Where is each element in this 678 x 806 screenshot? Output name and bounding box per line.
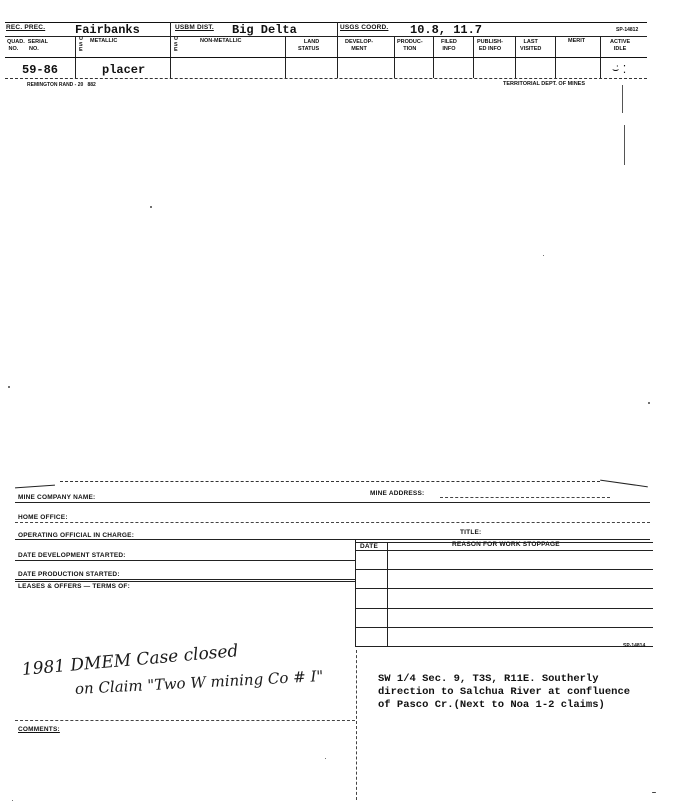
col-use-nonmetallic: [174, 37, 178, 54]
col-last1: LAST: [523, 39, 538, 45]
date-production-label: DATE PRODUCTION STARTED:: [18, 571, 120, 578]
location-line3: of Pasco Cr.(Next to Noa 1-2 claims): [378, 699, 605, 711]
stoppage-table-left: [355, 539, 356, 647]
col-metallic: METALLIC: [90, 38, 118, 44]
speck: [8, 386, 10, 388]
speck: [12, 800, 13, 801]
col-no2-label: NO.: [29, 46, 39, 52]
col-filed2: INFO: [442, 46, 456, 52]
leases-label: LEASES & OFFERS — TERMS OF:: [18, 583, 130, 590]
col-land2: STATUS: [298, 46, 320, 52]
mine-company-label: MINE COMPANY NAME:: [18, 494, 96, 501]
col-prod2: TION: [403, 46, 417, 52]
col-quad: [7, 39, 48, 53]
active-mark: ⌣̇ ⁚: [612, 63, 627, 76]
usbm-dist-value: Big Delta: [232, 23, 297, 37]
usgs-coord-label: USGS COORD.: [340, 24, 389, 31]
column-header-rule: [5, 57, 647, 58]
col-filed1: FILED: [441, 39, 457, 45]
date-development-label: DATE DEVELOPMENT STARTED:: [18, 552, 126, 559]
col-pub2: ED INFO: [478, 46, 502, 52]
col-dev2: MENT: [351, 46, 367, 52]
printer-name: REMINGTON RAND - 20: [27, 82, 84, 88]
col-merit: MERIT: [568, 38, 586, 44]
col-dev1: DEVELOP-: [345, 39, 374, 45]
date-production-line: [15, 579, 355, 580]
comments-top-line: [15, 720, 355, 721]
stoppage-date-col: DATE: [360, 543, 379, 550]
rec-prec-value: Fairbanks: [75, 23, 140, 37]
col-serial-label: SERIAL: [27, 39, 48, 45]
col-quad-label: QUAD.: [7, 39, 25, 45]
col-pub1: PUBLISH-: [477, 39, 503, 45]
speck: [652, 792, 656, 793]
stoppage-reason-col: REASON FOR WORK STOPPAGE: [452, 541, 560, 548]
col-last2: VISITED: [520, 46, 542, 52]
col-non-metallic: NON-METALLIC: [200, 38, 242, 44]
col-active2: IDLE: [613, 46, 627, 52]
col-last-visited: [520, 39, 541, 53]
speck: [150, 206, 152, 208]
location-line1: SW 1/4 Sec. 9, T3S, R11E. Southerly: [378, 673, 599, 685]
pen-stroke: [622, 85, 623, 113]
col-active-idle: [610, 39, 630, 53]
col-active1: ACTIVE: [610, 39, 631, 45]
record-metallic: placer: [102, 63, 146, 77]
col-s2: S: [174, 41, 178, 48]
col-e2: E: [174, 47, 178, 53]
form-number-bottom: SP-14814: [623, 643, 646, 649]
stoppage-row-rule: [355, 646, 653, 647]
record-number: 59-86: [22, 63, 59, 77]
operating-line: [15, 539, 650, 540]
handwritten-note-line2: on Claim "Two W mining Co # I": [74, 667, 324, 698]
stoppage-row-rule: [355, 588, 653, 589]
lower-top-rule-right: [600, 480, 648, 488]
col-filed-info: [441, 39, 457, 53]
col-s1: S: [79, 41, 83, 48]
col-divider: [337, 22, 338, 78]
operating-official-label: OPERATING OFFICIAL IN CHARGE:: [18, 532, 135, 539]
col-published-info: [477, 39, 503, 53]
stoppage-row-rule: [355, 627, 653, 628]
header-rule: [5, 36, 647, 37]
col-land1: LAND: [303, 39, 320, 45]
stoppage-row-rule: [355, 569, 653, 570]
col-no1-label: NO.: [8, 46, 19, 52]
rec-prec-label: REC. PREC.: [6, 24, 46, 31]
printer-imprint: [27, 82, 96, 88]
handwritten-note-line1: 1981 DMEM Case closed: [21, 641, 240, 680]
row-bottom-rule: [5, 78, 647, 79]
stoppage-date-divider: [387, 542, 388, 647]
lower-right-divider: [356, 650, 357, 800]
date-development-line: [15, 560, 355, 561]
mine-address-label: MINE ADDRESS:: [370, 490, 425, 497]
col-u1: U: [79, 36, 83, 42]
comments-label: COMMENTS:: [18, 726, 60, 733]
col-e1: E: [79, 47, 83, 53]
col-land-status: [298, 39, 319, 53]
usbm-dist-label: USBM DIST.: [175, 24, 214, 31]
lower-top-rule: [15, 485, 55, 489]
usgs-coord-value: 10.8, 11.7: [410, 23, 483, 37]
mine-company-line: [15, 502, 650, 503]
col-development: [345, 39, 373, 53]
form-number-top: SP-14812: [616, 27, 639, 33]
pen-stroke: [624, 125, 625, 165]
speck: [648, 402, 650, 404]
mine-address-line: [440, 497, 610, 498]
speck: [543, 255, 544, 256]
speck: [325, 758, 326, 759]
stoppage-row-rule: [355, 550, 653, 551]
col-prod1: PRODUC-: [397, 39, 423, 45]
lower-top-dashed-rule: [60, 481, 600, 482]
stoppage-row-rule: [355, 608, 653, 609]
home-office-label: HOME OFFICE:: [18, 514, 68, 521]
home-office-line: [15, 522, 650, 523]
col-divider: [170, 22, 171, 78]
territorial-dept: TERRITORIAL DEPT. OF MINES: [503, 81, 585, 87]
col-use-metallic: [79, 37, 83, 54]
printer-code: 882: [87, 82, 96, 88]
date-production-line2: [15, 581, 355, 582]
col-u2: U: [174, 36, 178, 42]
col-production: [397, 39, 423, 53]
location-line2: direction to Salchua River at confluence: [378, 686, 631, 698]
title-label: TITLE:: [460, 529, 482, 536]
